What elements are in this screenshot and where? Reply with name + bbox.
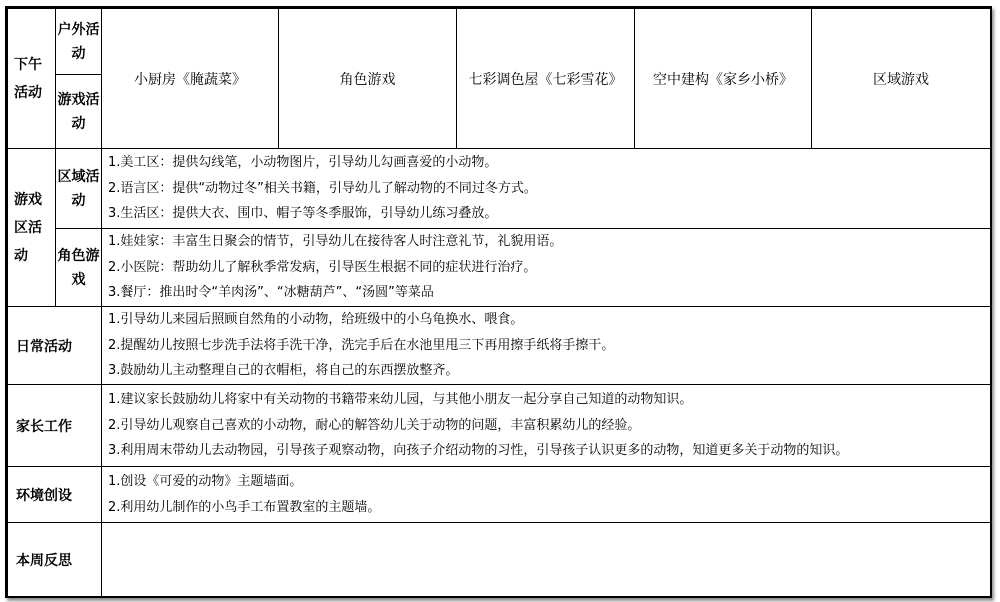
parents-content [102,385,991,467]
activity-cell: 小厨房《腌蔬菜》 [102,9,279,149]
afternoon-label: 下午活动 [8,9,56,149]
daily-label: 日常活动 [8,307,102,385]
environment-label: 环境创设 [8,467,102,523]
role-play-content [102,229,991,307]
game-activity-label: 游戏活动 [56,75,102,149]
list-item: 1.美工区：提供勾线笔，小动物图片，引导幼儿勾画喜爱的小动物。 [108,155,498,171]
afternoon-row-outdoor [8,9,991,75]
area-activity-content [102,149,991,229]
role-play-row [8,229,991,307]
weekly-plan-table [7,8,991,597]
list-item: 2.语言区：提供“动物过冬”相关书籍，引导幼儿了解动物的不同过冬方式。 [108,180,537,196]
reflection-row [8,523,991,597]
list-item: 3.生活区：提供大衣、围巾、帽子等冬季服饰，引导幼儿练习叠放。 [108,206,498,222]
activity-cell: 角色游戏 [279,9,457,149]
area-activity-label: 区域活动 [56,149,102,229]
list-item: 1.创设《可爱的动物》主题墙面。 [108,474,303,489]
outdoor-label: 户外活动 [56,9,102,75]
activity-cell: 七彩调色屋《七彩雪花》 [457,9,635,149]
weekly-plan-sheet [5,6,992,598]
list-item: 2.提醒幼儿按照七步洗手法将手洗干净，洗完手后在水池里甩三下再用擦手纸将手擦干。 [108,337,615,353]
reflection-content [102,523,991,597]
list-item: 1.娃娃家：丰富生日聚会的情节，引导幼儿在接待客人时注意礼节，礼貌用语。 [108,234,563,250]
list-item: 2.利用幼儿制作的小鸟手工布置教室的主题墙。 [108,499,381,515]
role-play-label: 角色游戏 [56,229,102,307]
environment-row [8,467,991,523]
daily-content [102,307,991,385]
activity-cell: 区域游戏 [812,9,991,149]
game-zone-label: 游戏区活动 [8,149,56,307]
list-item: 3.鼓励幼儿主动整理自己的衣帽柜，将自己的东西摆放整齐。 [108,363,459,379]
list-item: 3.利用周末带幼儿去动物园，引导孩子观察动物，向孩子介绍动物的习性，引导孩子认识更多的动物，知道更多关于动物的知识。 [108,443,849,459]
parents-label: 家长工作 [8,385,102,467]
environment-content [102,467,991,523]
list-item: 1.建议家长鼓励幼儿将家中有关动物的书籍带来幼儿园，与其他小朋友一起分享自己知道的动物知识。 [108,392,693,408]
daily-row [8,307,991,385]
list-item: 1.引导幼儿来园后照顾自然角的小动物，给班级中的小乌龟换水、喂食。 [108,312,524,328]
activity-cell: 空中建构《家乡小桥》 [635,9,812,149]
reflection-label: 本周反思 [8,523,102,597]
list-item: 3.餐厅：推出时令“羊肉汤”、“冰糖葫芦”、“汤圆”等菜品 [108,285,434,301]
list-item: 2.小医院：帮助幼儿了解秋季常发病，引导医生根据不同的症状进行治疗。 [108,259,537,275]
list-item: 2.引导幼儿观察自己喜欢的小动物，耐心的解答幼儿关于动物的问题，丰富积累幼儿的经验。 [108,417,641,433]
parents-row [8,385,991,467]
area-activity-row [8,149,991,229]
